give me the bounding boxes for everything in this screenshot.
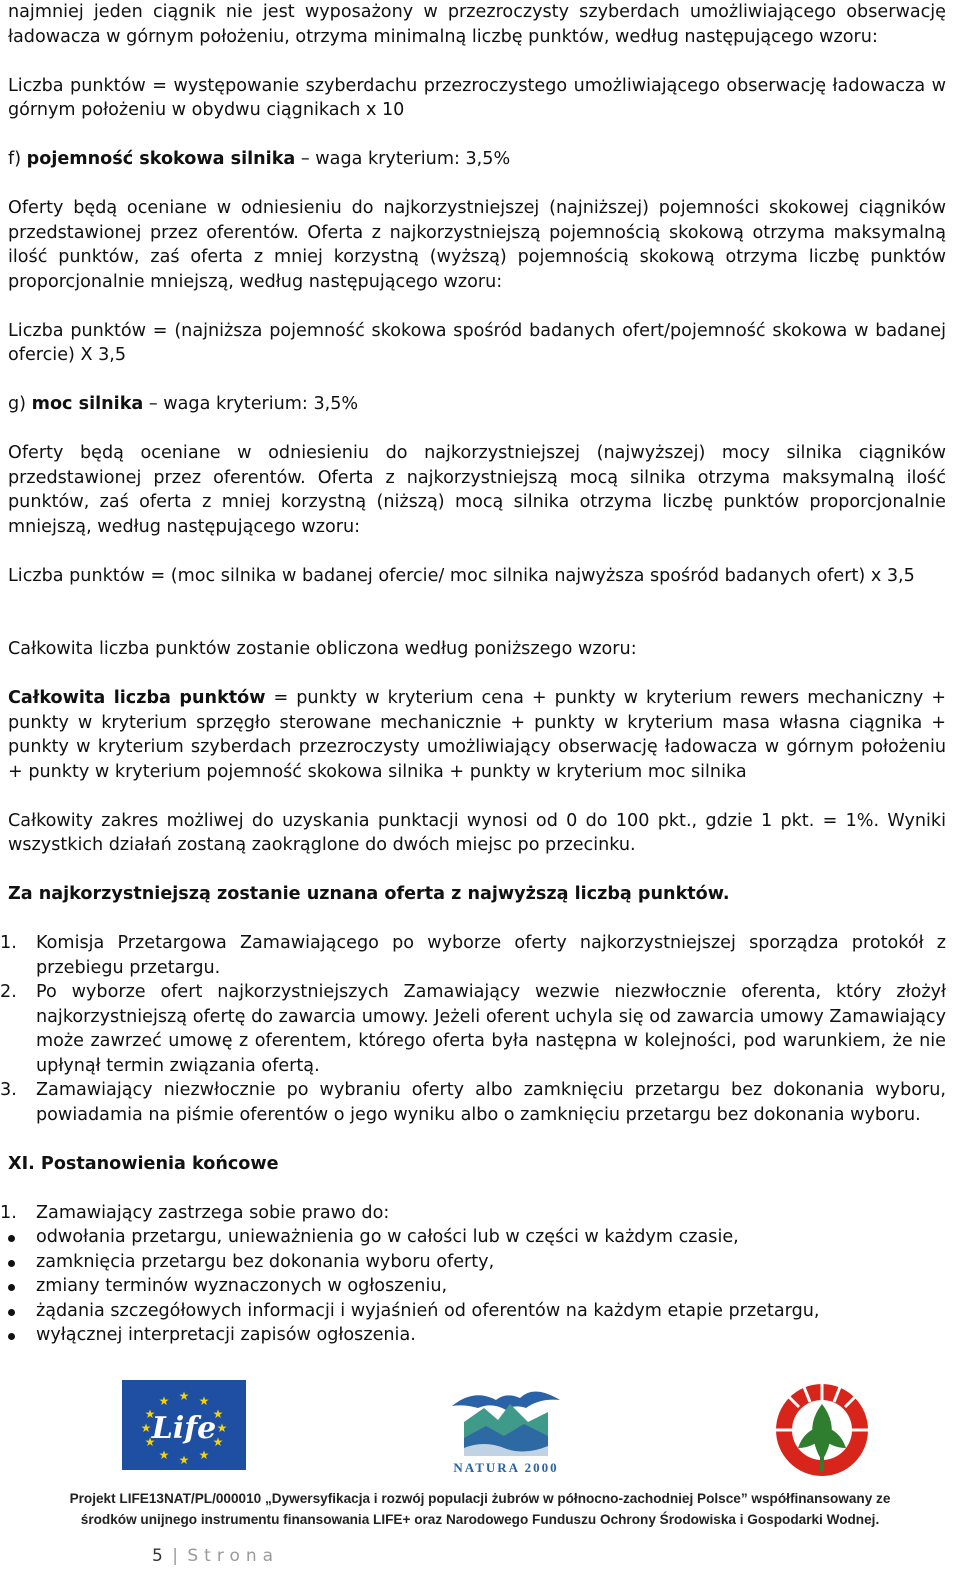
formula-engine-capacity: Liczba punktów = (najniższa pojemność skokowa spośród badanych ofert/pojemność skokowa w badanej ofercie) X 3,5 — [8, 320, 946, 365]
bullet-item: wyłącznej interpretacji zapisów ogłoszenia. — [8, 1323, 946, 1348]
criterion-g-weight: – waga kryterium: 3,5% — [143, 394, 359, 414]
bullet-item: odwołania przetargu, unieważnienia go w całości lub w części w każdym czasie, — [8, 1225, 946, 1250]
bullet-item: żądania szczegółowych informacji i wyjaśnień od oferentów na każdym etapie przetargu, — [8, 1299, 946, 1324]
criterion-g-title: moc silnika — [31, 394, 144, 414]
footer-line-2: środków unijnego instrumentu finansowania LIFE+ oraz Narodowego Funduszu Ochrony Środowiska i Gospodarki Wodnej. — [80, 1512, 880, 1527]
criterion-g-prefix: g) — [8, 394, 32, 414]
nfosigw-logo-icon — [774, 1382, 870, 1478]
section-xi-list — [0, 1201, 946, 1226]
criterion-f-weight: – waga kryterium: 3,5% — [295, 149, 511, 169]
paragraph-engine-power: Oferty będą oceniane w odniesieniu do najkorzystniejszej (najwyższej) mocy silnika ciągników przedstawionej przez oferentów. Oferta z najkorzystniejszą mocą silnika otrzyma maksymalną ilość punktów, zaś oferta z mniej korzystną (niższą) mocą silnika otrzyma liczbę punktów proporcjonalnie mniejszą, według następującego wzoru: — [8, 443, 946, 537]
bullet-list — [8, 1225, 946, 1348]
criterion-f-title: pojemność skokowa silnika — [26, 149, 296, 169]
footer-project-info — [0, 1488, 960, 1530]
svg-text:★: ★ — [144, 1435, 156, 1449]
life-logo-icon — [122, 1380, 246, 1470]
bullet-item: zamknięcia przetargu bez dokonania wyboru oferty, — [8, 1250, 946, 1275]
svg-text:★: ★ — [198, 1448, 210, 1462]
svg-text:★: ★ — [212, 1435, 224, 1449]
formula-sunroof: Liczba punktów = występowanie szyberdachu przezroczystego umożliwiającego obserwację ładowacza w górnym położeniu w obydwu ciągnikach x 10 — [8, 75, 946, 120]
svg-text:★: ★ — [140, 1421, 152, 1435]
formula-engine-power: Liczba punktów = (moc silnika w badanej ofercie/ moc silnika najwyższa spośród badanych ofert) x 3,5 — [8, 565, 915, 586]
logos-row — [0, 1378, 960, 1483]
page-number-separator: | — [172, 1546, 178, 1566]
page-number — [152, 1546, 279, 1566]
svg-text:Life: Life — [151, 1411, 217, 1446]
svg-text:★: ★ — [144, 1407, 156, 1421]
criterion-f-prefix: f) — [8, 149, 27, 169]
numbered-list — [0, 931, 946, 1127]
svg-text:★: ★ — [178, 1453, 190, 1467]
natura-2000-logo-icon — [444, 1378, 568, 1478]
svg-text:★: ★ — [216, 1421, 228, 1435]
page-number-value: 5 — [152, 1546, 163, 1566]
svg-text:★: ★ — [178, 1389, 190, 1403]
footer-line-1: Projekt LIFE13NAT/PL/000010 „Dywersyfikacja i rozwój populacji żubrów w północno-zachodniej Polsce” współfinansowany ze — [69, 1491, 891, 1506]
criterion-g-heading — [8, 392, 946, 417]
paragraph-range: Całkowity zakres możliwej do uzyskania punktacji wynosi od 0 do 100 pkt., gdzie 1 pkt. = 1%. Wyniki wszystkich działań zostaną zaokrąglone do dwóch miejsc po przecinku. — [8, 810, 946, 855]
bullet-item: zmiany terminów wyznaczonych w ogłoszeniu, — [8, 1274, 946, 1299]
list-item: 1. Komisja Przetargowa Zamawiającego po wyborze oferty najkorzystniejszej sporządza protokół z przebiegu przetargu. — [0, 933, 946, 978]
section-heading-xi: XI. Postanowienia końcowe — [8, 1153, 279, 1174]
list-item: 2. Po wyborze ofert najkorzystniejszych Zamawiający wezwie niezwłocznie oferenta, który złożył najkorzystniejszą ofertę do zawarcia umowy. Jeżeli oferent uchyla się od zawarcia umowy Zamawiający może zawrzeć umowę z oferentem, którego oferta była następna w kolejności, pod warunkiem, że nie upłynął termin związania ofertą. — [0, 982, 946, 1076]
formula-total-body: = punkty w kryterium cena + punkty w kryterium rewers mechaniczny + punkty w kryterium sprzęgło sterowane mechanicznie + punkty w kryterium masa własna ciągnika + punkty w kryterium szyberdach przezroczysty umożliwiający obserwację ładowacza w górnym położeniu + punkty w kryterium pojemność skokowa silnika + punkty w kryterium moc silnika — [8, 688, 946, 782]
svg-text:★: ★ — [198, 1394, 210, 1408]
list-item: 1. Zamawiający zastrzega sobie prawo do: — [0, 1202, 390, 1223]
formula-total-label: Całkowita liczba punktów — [8, 688, 266, 708]
svg-text:★: ★ — [158, 1448, 170, 1462]
paragraph-winner: Za najkorzystniejszą zostanie uznana oferta z najwyższą liczbą punktów. — [8, 884, 730, 904]
list-item: 3. Zamawiający niezwłocznie po wybraniu oferty albo zamknięciu przetargu bez dokonania wyboru, powiadamia na piśmie oferentów o jego wyniku albo o zamknięciu przetargu bez dokonania wyboru. — [0, 1080, 946, 1125]
svg-text:★: ★ — [158, 1394, 170, 1408]
paragraph-intro: najmniej jeden ciągnik nie jest wyposażony w przezroczysty szyberdach umożliwiającego obserwację ładowacza w górnym położeniu, otrzyma minimalną liczbę punktów, według następującego wzoru: — [8, 2, 946, 47]
criterion-f-heading — [8, 147, 946, 172]
svg-text:NATURA 2000: NATURA 2000 — [453, 1460, 559, 1475]
formula-total — [8, 686, 946, 784]
page-number-word: Strona — [187, 1546, 280, 1566]
paragraph-engine-capacity: Oferty będą oceniane w odniesieniu do najkorzystniejszej (najniższej) pojemności skokowej ciągników przedstawionej przez oferentów. Oferta z najkorzystniejszą pojemnością skokową otrzyma maksymalną ilość punktów, zaś oferta z mniej korzystną (wyższą) pojemnością skokową otrzyma liczbę punktów proporcjonalnie mniejszą, według następującego wzoru: — [8, 198, 946, 292]
svg-text:★: ★ — [212, 1407, 224, 1421]
paragraph-total-intro: Całkowita liczba punktów zostanie obliczona według poniższego wzoru: — [8, 639, 637, 659]
